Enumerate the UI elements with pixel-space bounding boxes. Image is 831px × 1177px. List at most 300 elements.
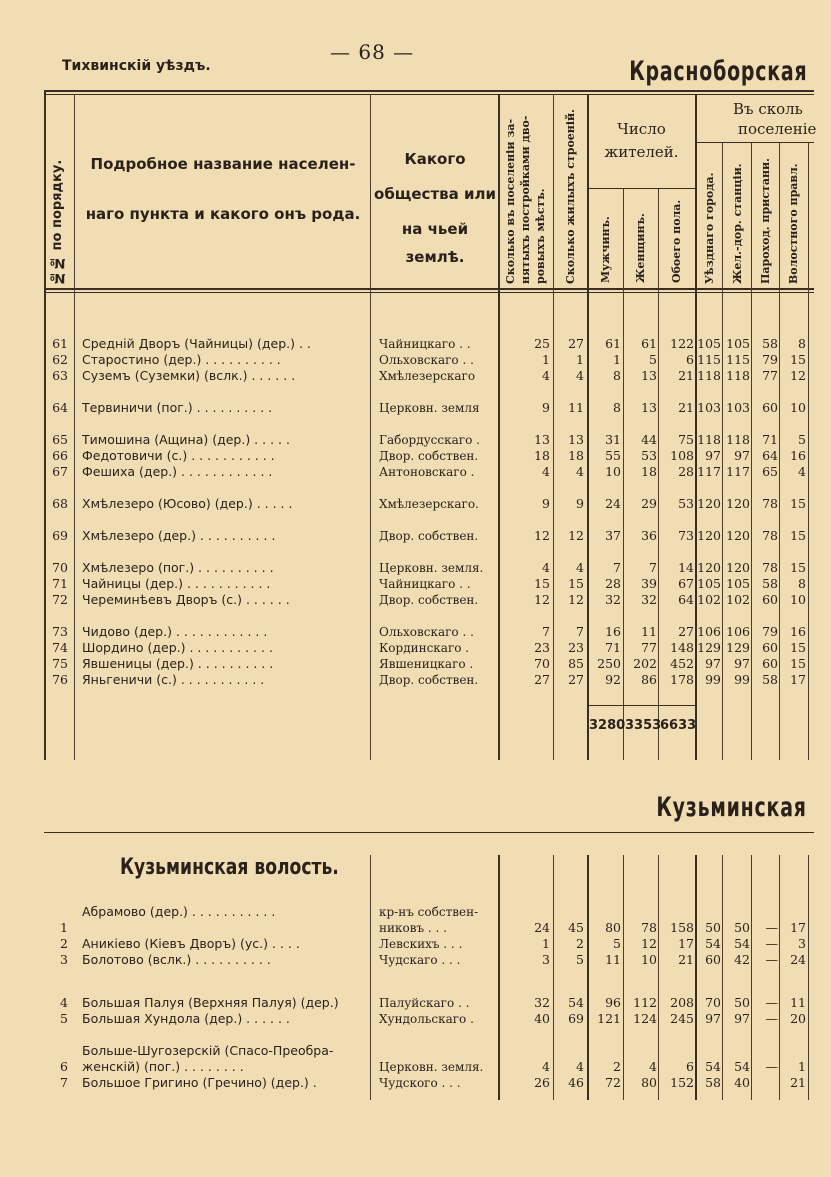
cell-value: 54 [568,995,584,1010]
row-number: 68 [52,496,68,511]
cell-value: 37 [605,528,621,543]
cell-value: 5 [576,952,584,967]
cell-value: 97 [705,448,721,463]
cell-value: 13 [534,432,550,447]
cell-value: 75 [678,432,694,447]
cell-value: 15 [790,352,806,367]
col-line [370,855,371,1100]
cell-value: 14 [678,560,694,575]
cell-value: 27 [568,336,584,351]
settlement-name: Аникіево (Кіевъ Дворъ) (ус.) . . . . [82,936,300,951]
settlement-name: Суземъ (Суземки) (вслк.) . . . . . . [82,368,296,383]
settlement-name: Тервиничи (пог.) . . . . . . . . . . [82,400,273,415]
cell-value: 21 [790,1075,806,1090]
section-rule [44,832,814,833]
volost-section-title: Кузьминская волость. [120,855,339,880]
cell-value: 12 [568,592,584,607]
society-name: Церковн. земля. [379,561,484,575]
cell-value: 118 [726,432,750,447]
cell-value: 55 [605,448,621,463]
cell-value: 23 [568,640,584,655]
cell-value: 103 [697,400,721,415]
cell-value: 58 [762,336,778,351]
society-name: Двор. собствен. [379,673,479,687]
cell-value: 120 [726,528,750,543]
cell-value: 40 [734,1075,750,1090]
cell-value: 86 [641,672,657,687]
cell-value: 178 [670,672,694,687]
cell-value: 79 [762,624,778,639]
cell-value: 1 [576,352,584,367]
cell-value: 8 [798,336,806,351]
table-row [0,1011,831,1027]
col-men-header: Мужчинъ. [599,216,612,283]
settlement-name: Большая Палуя (Верхняя Палуя) (дер.) [82,995,339,1010]
cell-value: 1 [542,936,550,951]
cell-value: 97 [705,1011,721,1026]
cell-value: 77 [762,368,778,383]
society-name: Чудскаго . . . [379,953,461,967]
settlement-name: Хмѣлезеро (Юсово) (дер.) . . . . . [82,496,293,511]
cell-value: 7 [613,560,621,575]
cell-value: 20 [790,1011,806,1026]
cell-value: 69 [568,1011,584,1026]
table-row [0,560,831,576]
cell-value: 54 [705,1059,721,1074]
row-number: 64 [52,400,68,415]
cell-value: 53 [678,496,694,511]
table-row [0,448,831,464]
cell-value: 32 [605,592,621,607]
row-number: 74 [52,640,68,655]
cell-value: 80 [605,920,621,935]
col-line [498,855,500,1100]
cell-value: 40 [534,1011,550,1026]
settlement-name: Чидово (дер.) . . . . . . . . . . . . [82,624,268,639]
row-number: 3 [60,952,68,967]
cell-value: 71 [605,640,621,655]
society-name: Церковн. земля. [379,1060,484,1074]
table-row [0,672,831,688]
cell-value: 124 [633,1011,657,1026]
row-number: 71 [52,576,68,591]
cell-value: 158 [670,920,694,935]
settlement-name: Болотово (вслк.) . . . . . . . . . . [82,952,271,967]
cell-value: 4 [576,464,584,479]
cell-value: 1 [542,352,550,367]
cell-value: 7 [649,560,657,575]
cell-value: 105 [697,336,721,351]
cell-value: 58 [705,1075,721,1090]
cell-value: 102 [726,592,750,607]
settlement-name: Хмѣлезеро (дер.) . . . . . . . . . . [82,528,276,543]
cell-value: 13 [641,368,657,383]
cell-value: 117 [697,464,721,479]
table-row [0,432,831,448]
cell-value: 5 [649,352,657,367]
table-row [0,352,831,368]
cell-value: 29 [641,496,657,511]
cell-value: 67 [678,576,694,591]
settlement-name: Тимошина (Ащина) (дер.) . . . . . [82,432,290,447]
settlement-name: Большое Григино (Гречино) (дер.) . [82,1075,317,1090]
settlement-name: Старостино (дер.) . . . . . . . . . . [82,352,281,367]
cell-value: 10 [790,592,806,607]
society-name: Чудского . . . [379,1076,461,1090]
cell-value: 4 [542,464,550,479]
cell-value: 4 [542,1059,550,1074]
cell-value: — [765,952,778,967]
cell-value: 103 [726,400,750,415]
cell-value: 12 [641,936,657,951]
row-number: 76 [52,672,68,687]
table-row [0,368,831,384]
cell-value: 117 [726,464,750,479]
cell-value: 3 [542,952,550,967]
page-number: — 68 — [330,40,415,64]
volost-title-bottom: Кузьминская [656,792,807,823]
cell-value: 452 [670,656,694,671]
cell-value: 120 [726,496,750,511]
cell-value: — [765,920,778,935]
society-name: Палуйскаго . . [379,996,470,1010]
row-number: 65 [52,432,68,447]
society-name: Габордусскаго . [379,433,480,447]
cell-value: 18 [568,448,584,463]
cell-value: 2 [576,936,584,951]
cell-value: 58 [762,576,778,591]
cell-value: 4 [542,560,550,575]
cell-value: 202 [633,656,657,671]
society-name: Ольховскаго . . [379,353,474,367]
cell-value: 71 [762,432,778,447]
cell-value: 6 [686,1059,694,1074]
cell-value: 79 [762,352,778,367]
cell-value: 27 [534,672,550,687]
row-number: 62 [52,352,68,367]
settlement-name: Шордино (дер.) . . . . . . . . . . . [82,640,273,655]
cell-value: 120 [697,496,721,511]
col-name-header-1: Подробное название населен- [90,155,356,173]
cell-value: 27 [678,624,694,639]
row-number: 2 [60,936,68,951]
cell-value: 102 [697,592,721,607]
cell-value: 11 [605,952,621,967]
volost-title-top: Красноборская [628,56,807,87]
cell-value: 6 [686,352,694,367]
cell-value: 61 [605,336,621,351]
cell-value: 17 [790,920,806,935]
row-number: 66 [52,448,68,463]
cell-value: 61 [641,336,657,351]
cell-value: 152 [670,1075,694,1090]
cell-value: 120 [697,560,721,575]
cell-value: 28 [605,576,621,591]
top-rule [44,90,814,92]
society-name: Двор. собствен. [379,593,479,607]
settlement-name: Явшеницы (дер.) . . . . . . . . . . [82,656,274,671]
cell-value: 105 [726,336,750,351]
table-row [0,464,831,480]
cell-value: 97 [734,656,750,671]
cell-value: 78 [762,528,778,543]
cell-value: 122 [670,336,694,351]
settlement-name: Больше-Шугозерскій (Спасо-Преобра- [82,1043,334,1058]
cell-value: 1 [613,352,621,367]
cell-value: 65 [762,464,778,479]
cell-value: 15 [790,640,806,655]
row-number: 6 [60,1059,68,1074]
cell-value: 250 [597,656,621,671]
cell-value: 64 [762,448,778,463]
cell-value: 25 [534,336,550,351]
cell-value: 11 [790,995,806,1010]
table-row [0,952,831,968]
header-bottom-rule [44,288,814,290]
cell-value: 4 [542,368,550,383]
table-row [0,528,831,544]
col-d-uezd-header: Уѣзднаго города. [703,172,716,284]
cell-value: 15 [568,576,584,591]
row-number: 69 [52,528,68,543]
table-row [0,904,831,935]
totals-rule [588,705,695,706]
cell-value: 4 [649,1059,657,1074]
col-distance-header-b: поселеніе [738,120,817,138]
cell-value: 70 [705,995,721,1010]
table-row [0,1043,831,1074]
society-name: Левскихъ . . . [379,937,463,951]
cell-value: 54 [734,1059,750,1074]
cell-value: 3 [798,936,806,951]
settlement-name: Череминѣевъ Дворъ (с.) . . . . . . [82,592,290,607]
settlement-name-cont: женскій) (пог.) . . . . . . . . [82,1059,244,1074]
cell-value: 15 [790,560,806,575]
cell-value: 245 [670,1011,694,1026]
row-number: 72 [52,592,68,607]
cell-value: 42 [734,952,750,967]
cell-value: 23 [534,640,550,655]
uezd-header: Тихвинскій уѣздъ. [62,58,211,74]
cell-value: 12 [568,528,584,543]
cell-value: 115 [697,352,721,367]
cell-value: 4 [576,560,584,575]
col-buildings-header: Сколько жилыхъ строеній. [564,108,577,284]
cell-value: 8 [798,576,806,591]
cell-value: 92 [605,672,621,687]
distance-subrule [696,142,814,143]
row-number: 70 [52,560,68,575]
society-name: Хмѣлезерскаго. [379,497,479,511]
cell-value: 78 [762,496,778,511]
cell-value: 15 [534,576,550,591]
society-name: Антоновскаго . [379,465,475,479]
cell-value: 53 [641,448,657,463]
cell-value: 4 [576,368,584,383]
cell-value: 36 [641,528,657,543]
col-society-header-3: на чьей землѣ. [401,220,469,266]
settlement-name: Яньгеничи (с.) . . . . . . . . . . . [82,672,265,687]
cell-value: 78 [762,560,778,575]
cell-value: 7 [576,624,584,639]
cell-value: 28 [678,464,694,479]
cell-value: 15 [790,496,806,511]
cell-value: 121 [597,1011,621,1026]
cell-value: 77 [641,640,657,655]
settlement-name: Хмѣлезеро (пог.) . . . . . . . . . . [82,560,274,575]
cell-value: 1 [798,1059,806,1074]
cell-value: 50 [734,920,750,935]
cell-value: 5 [613,936,621,951]
settlement-name: Фешиха (дер.) . . . . . . . . . . . . [82,464,273,479]
cell-value: 24 [790,952,806,967]
society-name: кр-нъ собствен- [379,905,479,919]
cell-value: 9 [542,400,550,415]
cell-value: 60 [762,592,778,607]
cell-value: 8 [613,400,621,415]
col-women-header: Женщинъ. [634,213,647,283]
total-women: 3353 [625,718,662,733]
cell-value: 72 [605,1075,621,1090]
cell-value: 60 [762,656,778,671]
cell-value: 32 [534,995,550,1010]
cell-value: 12 [534,528,550,543]
cell-value: 97 [705,656,721,671]
table-row [0,576,831,592]
cell-value: 78 [641,920,657,935]
cell-value: 99 [705,672,721,687]
cell-value: 21 [678,400,694,415]
cell-value: 97 [734,1011,750,1026]
cell-value: 21 [678,368,694,383]
cell-value: 32 [641,592,657,607]
cell-value: 16 [605,624,621,639]
society-name-cont: никовъ . . . [379,921,447,935]
col-both-header: Обоего пола. [670,199,683,283]
row-number: 73 [52,624,68,639]
cell-value: 64 [678,592,694,607]
cell-value: 106 [726,624,750,639]
cell-value: 108 [670,448,694,463]
table-row [0,336,831,352]
cell-value: 60 [705,952,721,967]
settlement-name: Федотовичи (с.) . . . . . . . . . . . [82,448,275,463]
settlement-name: Средній Дворъ (Чайницы) (дер.) . . [82,336,311,351]
cell-value: 9 [576,496,584,511]
cell-value: 60 [762,640,778,655]
cell-value: 118 [697,368,721,383]
header-bottom-rule-thin [44,292,814,293]
row-number: 67 [52,464,68,479]
cell-value: — [765,936,778,951]
col-population-header-a: Число [617,120,666,138]
cell-value: — [765,1059,778,1074]
table-row [0,640,831,656]
cell-value: — [765,995,778,1010]
society-name: Церковн. земля [379,401,480,415]
cell-value: 15 [790,528,806,543]
cell-value: 112 [633,995,657,1010]
cell-value: 16 [790,448,806,463]
cell-value: 39 [641,576,657,591]
cell-value: 24 [605,496,621,511]
col-population-header-b: жителей. [604,143,679,161]
col-line [658,855,659,1100]
cell-value: 73 [678,528,694,543]
cell-value: 31 [605,432,621,447]
cell-value: 13 [641,400,657,415]
society-name: Явшеницкаго . [379,657,474,671]
cell-value: 105 [726,576,750,591]
cell-value: 129 [697,640,721,655]
society-name: Чайницкаго . . [379,337,471,351]
cell-value: 26 [534,1075,550,1090]
col-d-rail-header: Жел.-дор. станціи. [731,163,744,284]
cell-value: 10 [641,952,657,967]
row-number: 5 [60,1011,68,1026]
society-name: Кординскаго . [379,641,470,655]
cell-value: 60 [762,400,778,415]
cell-value: 120 [697,528,721,543]
cell-value: 85 [568,656,584,671]
cell-value: 10 [790,400,806,415]
cell-value: 17 [790,672,806,687]
table-row [0,592,831,608]
total-men: 3280 [589,718,626,733]
cell-value: 4 [798,464,806,479]
cell-value: 17 [678,936,694,951]
cell-value: 106 [697,624,721,639]
cell-value: 12 [534,592,550,607]
cell-value: 11 [641,624,657,639]
society-name: Хундольскаго . [379,1012,474,1026]
cell-value: 99 [734,672,750,687]
cell-value: 80 [641,1075,657,1090]
cell-value: 45 [568,920,584,935]
cell-value: 13 [568,432,584,447]
col-courts-header-b: нятыхъ постройками дво- [519,115,532,284]
table-row [0,656,831,672]
col-line [808,855,809,1100]
cell-value: 54 [734,936,750,951]
settlement-name: Абрамово (дер.) . . . . . . . . . . . [82,904,276,919]
cell-value: 54 [705,936,721,951]
cell-value: 148 [670,640,694,655]
cell-value: 8 [613,368,621,383]
col-courts-header-c: ровыхъ мѣстъ. [534,188,547,284]
row-number: 7 [60,1075,68,1090]
cell-value: 58 [762,672,778,687]
col-society-header-2: общества или [374,185,496,203]
table-row [0,400,831,416]
row-number: 1 [60,920,68,935]
society-name: Чайницкаго . . [379,577,471,591]
col-distance-header-a: Въ сколь [733,100,803,118]
cell-value: 97 [734,448,750,463]
col-society-header-1: Какого [404,150,466,168]
row-number: 61 [52,336,68,351]
cell-value: 118 [726,368,750,383]
cell-value: 10 [605,464,621,479]
society-name: Ольховскаго . . [379,625,474,639]
cell-value: 21 [678,952,694,967]
row-number: 63 [52,368,68,383]
settlement-name: Чайницы (дер.) . . . . . . . . . . . [82,576,271,591]
cell-value: 105 [697,576,721,591]
cell-value: 15 [790,656,806,671]
table-row [0,1075,831,1091]
row-number: 75 [52,656,68,671]
